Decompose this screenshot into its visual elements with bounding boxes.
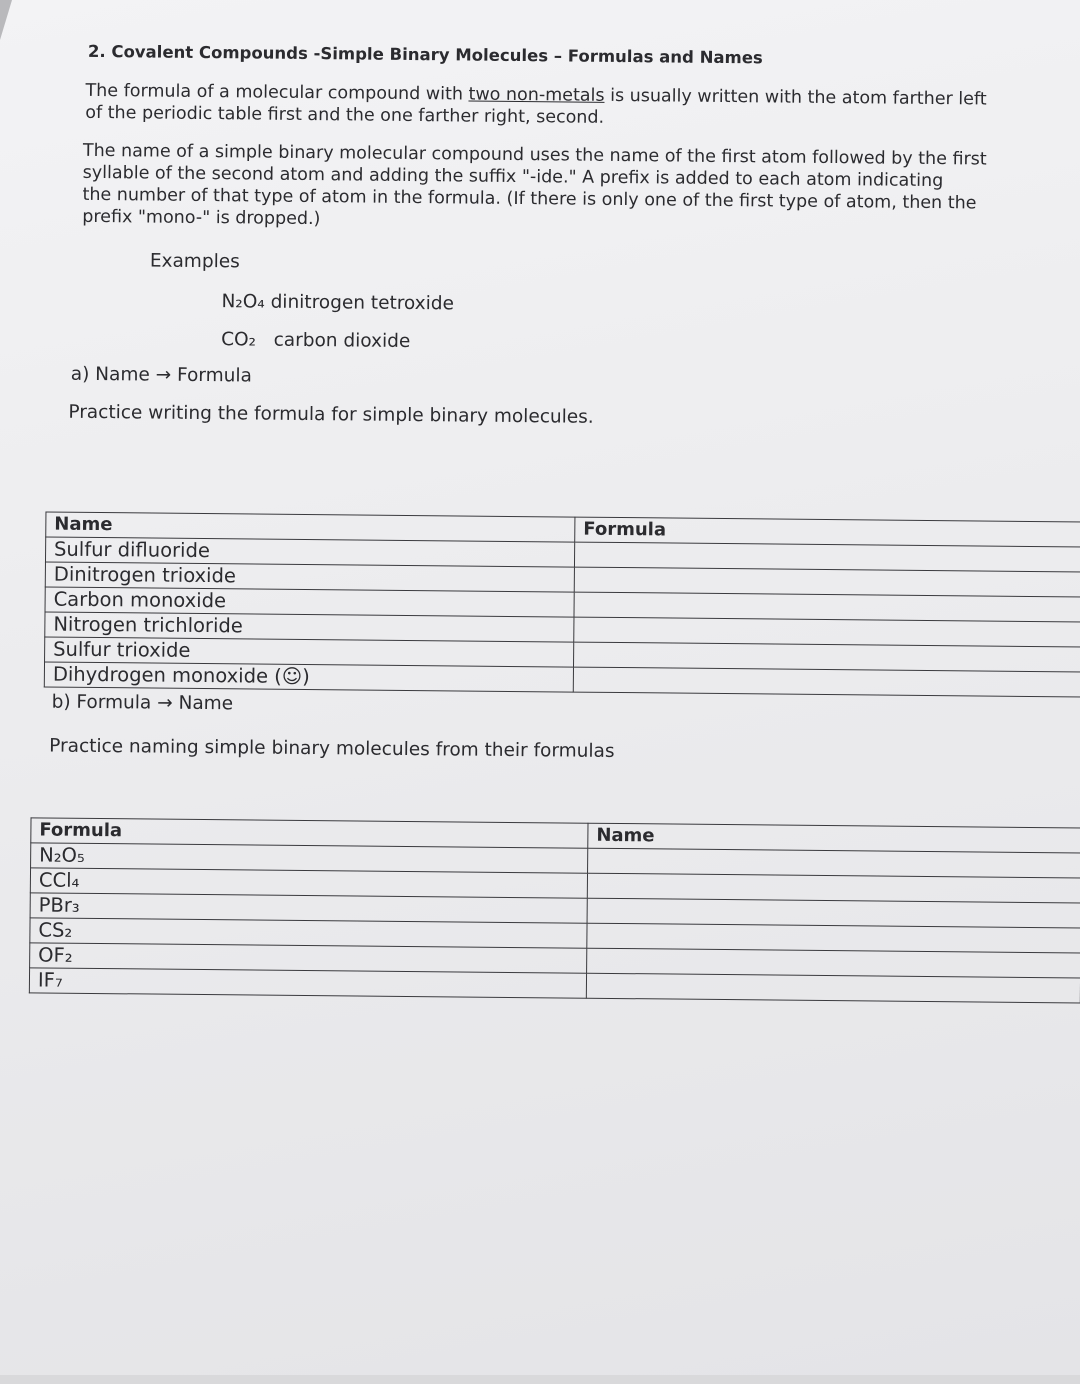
- name-answer-cell[interactable]: [586, 973, 1080, 1003]
- example-1: [221, 291, 454, 314]
- part-a-instruction: Practice writing the formula for simple binary molecules.: [68, 401, 594, 428]
- name-to-formula-table: [44, 511, 1080, 697]
- formula-cell: CS₂: [30, 918, 587, 948]
- intro-line-2: of the periodic table first and the one farther right, second.: [85, 102, 605, 128]
- header-formula: Formula: [575, 517, 1080, 547]
- part-a-heading: a) Name → Formula: [70, 363, 252, 387]
- header-formula: Formula: [31, 818, 588, 848]
- compound-name-cell: Nitrogen trichloride: [45, 612, 574, 642]
- compound-name-cell: Sulfur difluoride: [45, 537, 574, 567]
- intro-text: is usually written with the atom farther left: [604, 85, 987, 110]
- compound-name-cell: Carbon monoxide: [45, 587, 574, 617]
- example-name: carbon dioxide: [273, 329, 411, 352]
- example-formula: CO₂: [221, 329, 257, 351]
- header-name: Name: [46, 512, 575, 542]
- example-formula: N₂O₄: [221, 291, 265, 313]
- intro-text: The formula of a molecular compound with: [85, 80, 469, 105]
- example-name: dinitrogen tetroxide: [270, 291, 455, 315]
- intro-underlined-text: two non-metals: [468, 84, 605, 106]
- naming-line-2: syllable of the second atom and adding the suffix "-ide." A prefix is added to each atom indicating: [82, 162, 944, 192]
- section-title: 2. Covalent Compounds -Simple Binary Molecules – Formulas and Names: [87, 41, 763, 68]
- formula-answer-cell[interactable]: [573, 667, 1080, 697]
- formula-cell: N₂O₅: [31, 843, 588, 873]
- compound-name-cell: Sulfur trioxide: [45, 637, 574, 667]
- formula-cell: CCl₄: [30, 868, 587, 898]
- compound-name-cell: Dihydrogen monoxide (☺): [44, 662, 573, 692]
- formula-to-name-table: [29, 817, 1080, 1003]
- compound-name-cell: Dinitrogen trioxide: [45, 562, 574, 592]
- formula-cell: PBr₃: [30, 893, 587, 923]
- naming-line-3: the number of that type of atom in the formula. (If there is only one of the first type of atom, then the: [82, 184, 977, 214]
- naming-line-1: The name of a simple binary molecular compound uses the name of the first atom followed by the first: [82, 140, 987, 170]
- examples-heading: Examples: [149, 250, 240, 273]
- formula-cell: OF₂: [30, 943, 587, 973]
- part-b-instruction: Practice naming simple binary molecules from their formulas: [49, 735, 615, 762]
- example-2: [221, 329, 410, 352]
- part-b-heading: b) Formula → Name: [51, 691, 234, 715]
- naming-line-4: prefix "mono-" is dropped.): [82, 206, 321, 230]
- formula-cell: IF₇: [29, 968, 586, 998]
- header-name: Name: [588, 823, 1080, 853]
